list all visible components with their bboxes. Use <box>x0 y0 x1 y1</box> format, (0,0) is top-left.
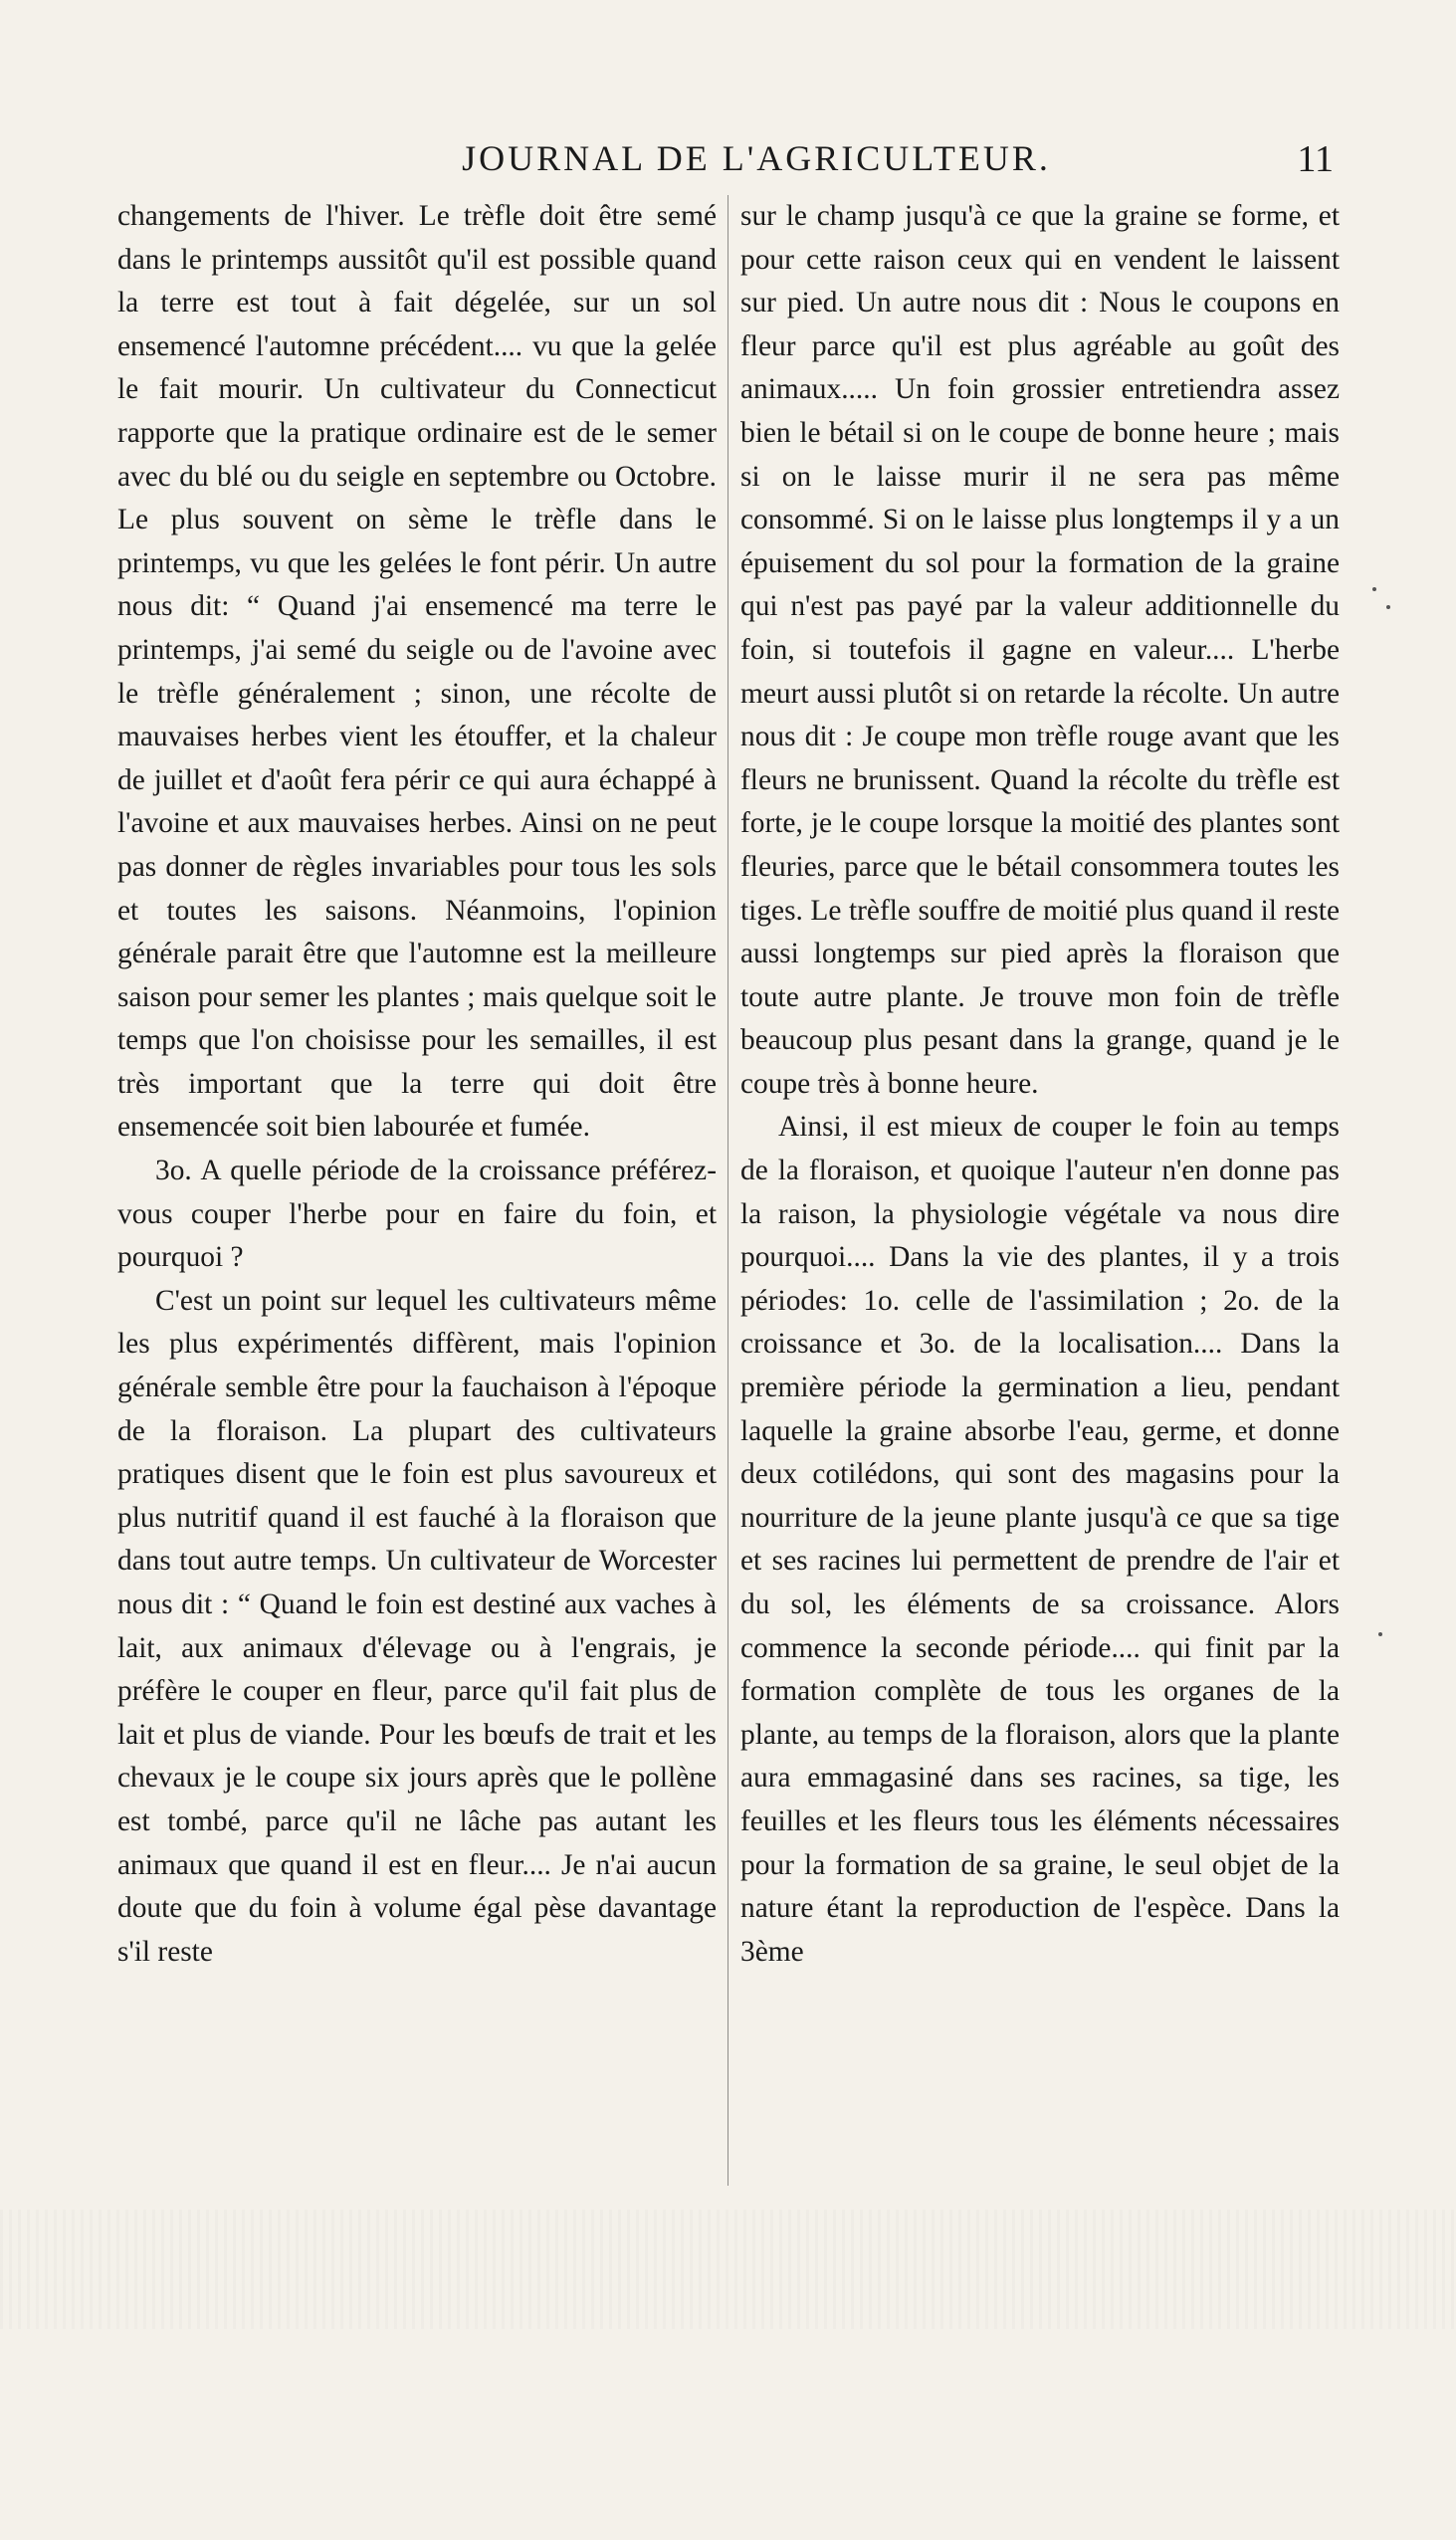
left-paragraph-1: changements de l'hiver. Le trèfle doit être semé dans le printemps aussitôt qu'il est possible quand la terre est tout à fait dégelée, sur un sol ensemencé l'automne précédent.... vu que la gelée le fait mourir. Un cultivateur du Connecticut rapporte que la pratique ordinaire est de le semer avec du blé ou du seigle en septembre ou Octobre. Le plus souvent on sème le trèfle dans le printemps, vu que les gelées le font périr. Un autre nous dit: “ Quand j'ai ensemencé ma terre le printemps, j'ai semé du seigle ou de l'avoine avec le trèfle généralement ; sinon, une récolte de mauvaises herbes vient les étouffer, et la chaleur de juillet et d'août fera périr ce qui aura échappé à l'avoine et aux mauvaises herbes. Ainsi on ne peut pas donner de règles invariables pour tous les sols et toutes les saisons. Néanmoins, l'opinion générale parait être que l'automne est la meilleure saison pour semer les plantes ; mais quelque soit le temps que l'on choisisse pour les semailles, il est très important que la terre qui doit être ensemencée soit bien labourée et fumée. <box>117 200 717 1144</box>
paper-texture <box>0 2210 1456 2329</box>
left-paragraph-3: C'est un point sur lequel les cultivateurs même les plus expérimentés diffèrent, mais l'opinion générale semble être pour la fauchaison à l'époque de la floraison. La plupart des cultivateurs pratiques disent que le foin est plus savoureux et plus nutritif quand il est fauché à la floraison que dans tout autre temps. Un cultivateur de Worcester nous dit : “ Quand le foin est destiné aux vaches à lait, aux animaux d'élevage ou à l'engrais, je préfère le couper en fleur, parce qu'il fait plus de lait et plus de viande. Pour les bœufs de trait et les chevaux je le coupe six jours après que le pollène est tombé, parce qu'il ne lâche pas autant les animaux que quand il est en fleur.... Je n'ai aucun doute que du foin à volume égal pèse davantage s'il reste <box>117 1284 717 1968</box>
page-header <box>119 137 1353 189</box>
page-number: 11 <box>1297 138 1334 180</box>
right-paragraph-2: Ainsi, il est mieux de couper le foin au temps de la floraison, et quoique l'auteur n'en donne pas la raison, la physiologie végétale va nous dire pourquoi.... Dans la vie des plantes, il y a trois périodes: 1o. celle de l'assimilation ; 2o. de la croissance et 3o. de la localisation.... Dans la première période la germination a lieu, pendant laquelle la graine absorbe l'eau, germe, et donne deux cotilédons, qui sont des magasins pour la nourriture de la jeune plante jusqu'à ce que sa tige et ses racines lui permettent de prendre de l'air et du sol, les éléments de sa croissance. Alors commence la seconde période.... qui finit par la formation complète de tous les organes de la plante, au temps de la floraison, alors que la plante aura emmagasiné dans ses racines, sa tige, les feuilles et les fleurs tous les éléments nécessaires pour la formation de sa graine, le seul objet de la nature étant la reproduction de l'espèce. Dans la 3ème <box>740 1111 1340 1968</box>
running-title: JOURNAL DE L'AGRICULTEUR. <box>462 138 1051 178</box>
left-column <box>117 195 717 1974</box>
margin-specks <box>1368 577 1408 1772</box>
right-column <box>740 195 1340 1974</box>
left-paragraph-2-question: 3o. A quelle période de la croissance préférez-vous couper l'herbe pour en faire du foin, et pourquoi ? <box>117 1155 717 1274</box>
right-paragraph-1: sur le champ jusqu'à ce que la graine se forme, et pour cette raison ceux qui en vendent le laissent sur pied. Un autre nous dit : Nous le coupons en fleur parce qu'il est plus agréable au goût des animaux..... Un foin grossier entretiendra assez bien le bétail si on le coupe de bonne heure ; mais si on le laisse murir il ne sera pas même consommé. Si on le laisse plus longtemps il y a un épuisement du sol pour la formation de la graine qui n'est pas payé par la valeur additionnelle du foin, si toutefois il gagne en valeur.... L'herbe meurt aussi plutôt si on retarde la récolte. Un autre nous dit : Je coupe mon trèfle rouge avant que les fleurs ne brunissent. Quand la récolte du trèfle est forte, je le coupe lorsque la moitié des plantes sont fleuries, parce que le bétail consommera toutes les tiges. Le trèfle souffre de moitié plus quand il reste aussi longtemps sur pied après la floraison que toute autre plante. Je trouve mon foin de trèfle beaucoup plus pesant dans la grange, quand je le coupe très à bonne heure. <box>740 200 1340 1100</box>
